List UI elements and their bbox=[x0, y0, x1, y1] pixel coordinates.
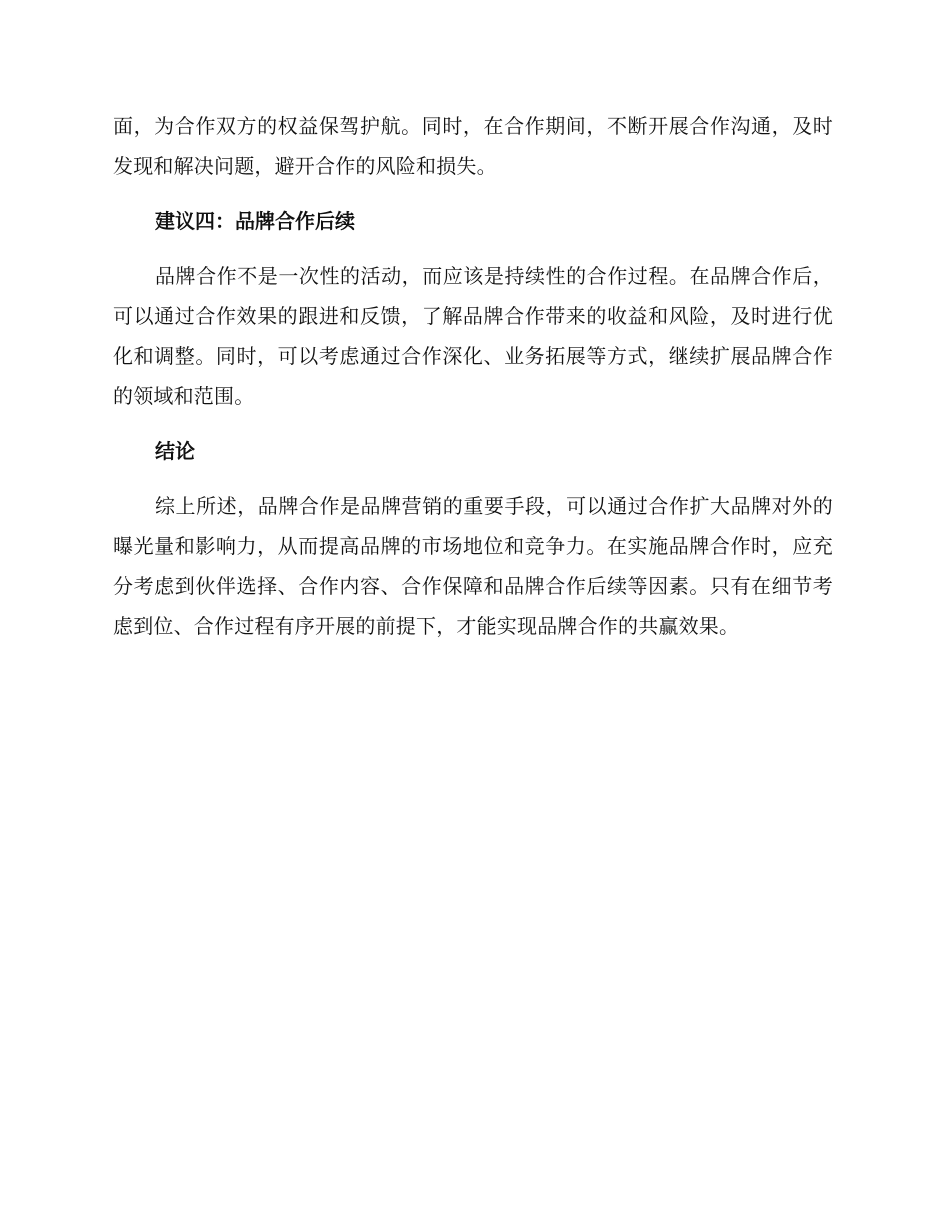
continuation-paragraph: 面，为合作双方的权益保驾护航。同时，在合作期间，不断开展合作沟通，及时发现和解决问题，避开合作的风险和损失。 bbox=[113, 114, 833, 178]
section4-heading: 建议四：品牌合作后续 bbox=[155, 209, 355, 233]
conclusion-paragraph: 综上所述，品牌合作是品牌营销的重要手段，可以通过合作扩大品牌对外的曝光量和影响力，从而提高品牌的市场地位和竞争力。在实施品牌合作时，应充分考虑到伙伴选择、合作内容、合作保障和品牌合作后续等因素。只有在细节考虑到位、合作过程有序开展的前提下，才能实现品牌合作的共赢效果。 bbox=[113, 494, 833, 638]
document-page bbox=[113, 106, 833, 661]
section4-paragraph: 品牌合作不是一次性的活动，而应该是持续性的合作过程。在品牌合作后，可以通过合作效果的跟进和反馈，了解品牌合作带来的收益和风险，及时进行优化和调整。同时，可以考虑通过合作深化、业务拓展等方式，继续扩展品牌合作的领域和范围。 bbox=[113, 264, 833, 408]
conclusion-heading: 结论 bbox=[155, 439, 195, 463]
